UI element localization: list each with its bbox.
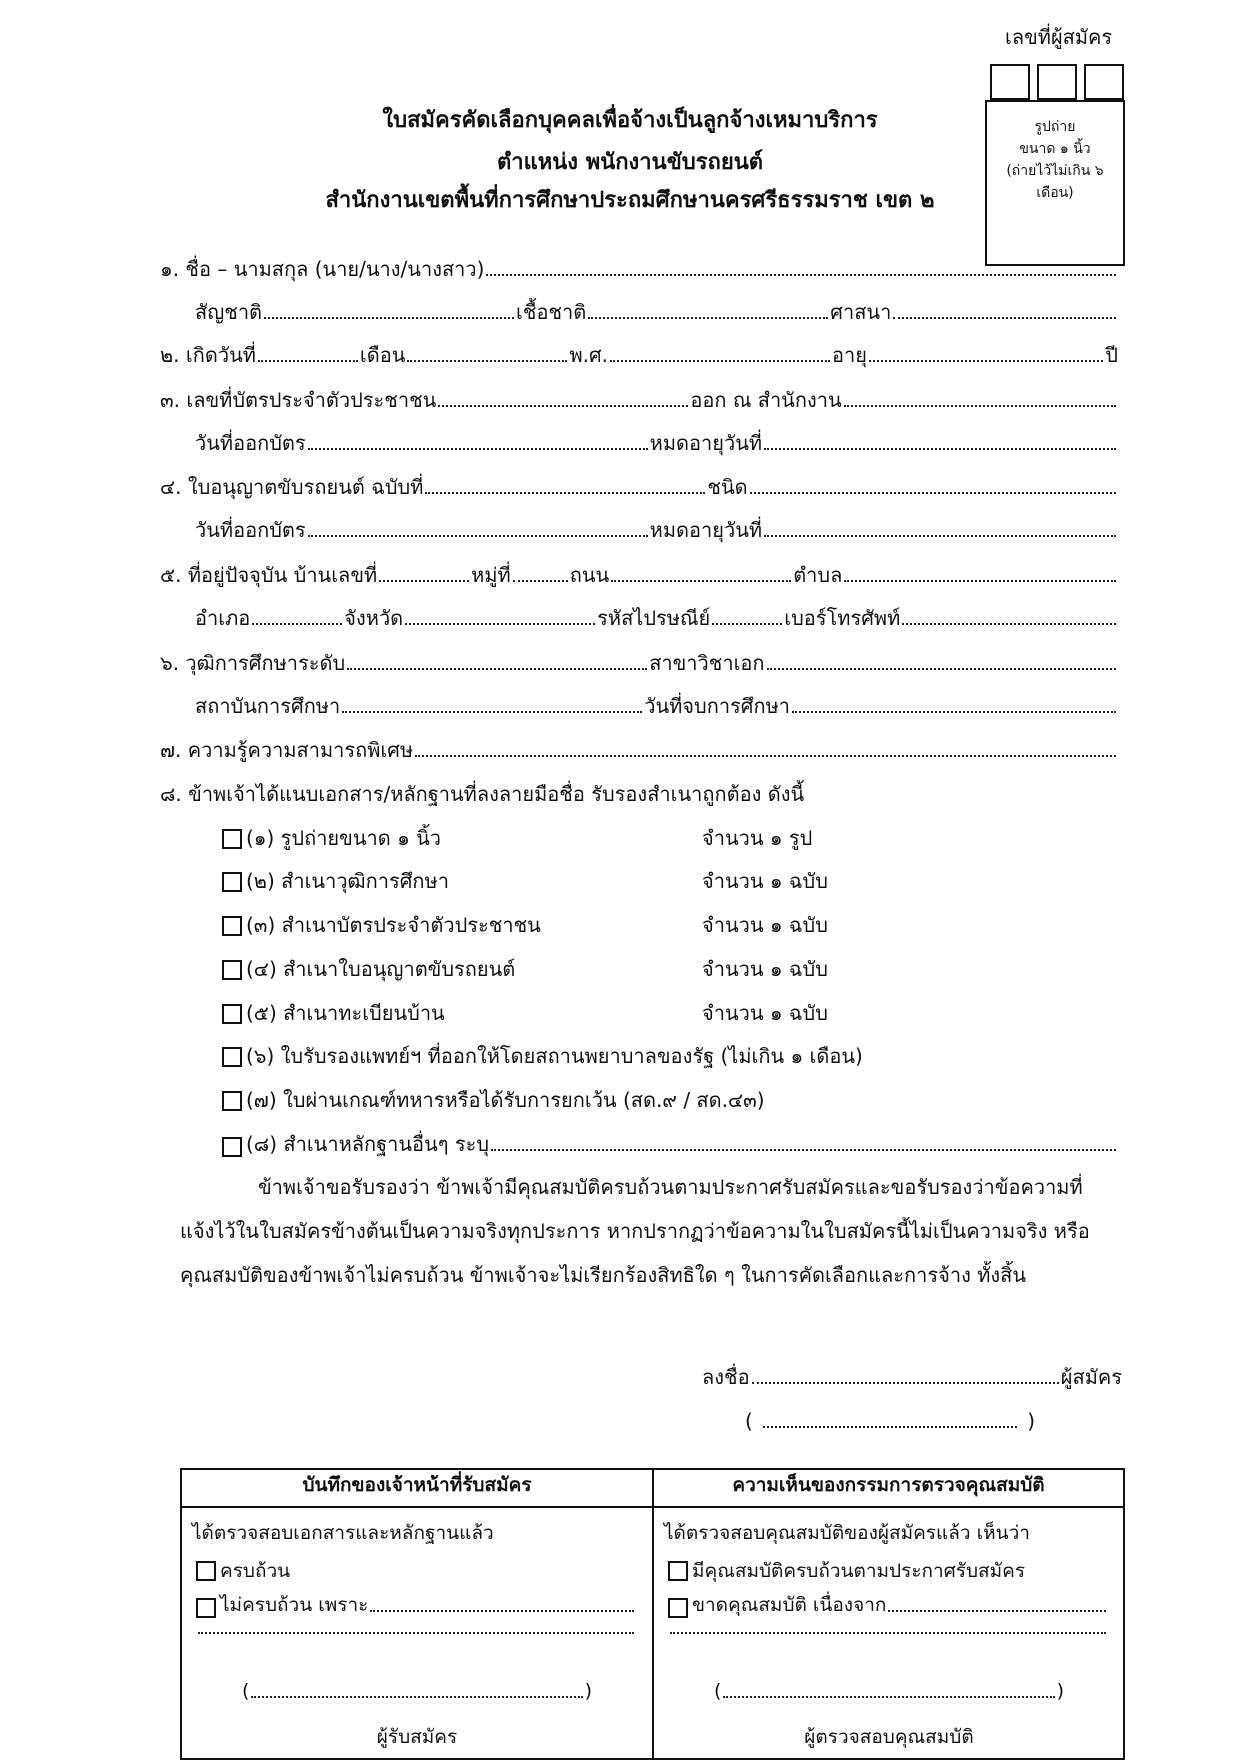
row-id-dates	[195, 430, 1118, 456]
committee-option-qualified	[668, 1556, 1025, 1586]
row-address-2	[195, 605, 1118, 631]
field-graduation-date[interactable]	[792, 707, 1116, 713]
row-id-card	[160, 387, 1118, 413]
field-officer-reason-2[interactable]	[198, 1628, 634, 1634]
label-postcode: รหัสไปรษณีย์	[597, 606, 711, 630]
committee-opinion-cell	[654, 1508, 1123, 1758]
label-graduation-date: วันที่จบการศึกษา	[644, 694, 791, 718]
label-institution: สถาบันการศึกษา	[195, 694, 341, 718]
attachment-qty: จำนวน ๑ ฉบับ	[702, 913, 828, 937]
field-age[interactable]	[869, 356, 1103, 362]
field-officer-reason[interactable]	[370, 1606, 634, 1612]
declaration-line-2: แจ้งไว้ในใบสมัครข้างต้นเป็นความจริงทุกประการ หากปรากฏว่าข้อความในใบสมัครนี้ไม่เป็นความจริง หรือ	[180, 1219, 1090, 1243]
photo-line-4: เดือน)	[1036, 185, 1074, 201]
attachment-item	[222, 1000, 445, 1026]
label-applicant: ผู้สมัคร	[1060, 1365, 1122, 1389]
label-tambon: ตำบล	[793, 563, 843, 587]
label-moo: หมู่ที่	[471, 563, 511, 587]
officer-complete-checkbox[interactable]	[196, 1561, 216, 1581]
attachment-label: (๓) สำเนาบัตรประจำตัวประชาชน	[246, 913, 541, 937]
attachment-checkbox[interactable]	[222, 960, 242, 980]
officer-incomplete-label: ไม่ครบถ้วน เพราะ	[220, 1594, 369, 1616]
label-special-skills: ๗. ความรู้ความสามารถพิเศษ	[160, 738, 414, 762]
attachment-label: (๖) ใบรับรองแพทย์ฯ ที่ออกให้โดยสถานพยาบาลของรัฐ (ไม่เกิน ๑ เดือน)	[246, 1044, 863, 1068]
officer-role-label: ผู้รับสมัคร	[376, 1726, 458, 1748]
field-education-level[interactable]	[347, 664, 647, 670]
committee-reason-line-2	[668, 1628, 1108, 1640]
label-license-expire-date: หมดอายุวันที่	[649, 518, 763, 542]
attachment-label: (๑) รูปถ่ายขนาด ๑ นิ้ว	[246, 826, 442, 850]
field-id-number[interactable]	[438, 401, 688, 407]
field-applicant-signature[interactable]	[752, 1378, 1059, 1384]
officer-option-complete	[196, 1556, 290, 1586]
committee-unqualified-checkbox[interactable]	[668, 1598, 688, 1618]
field-special-skills[interactable]	[415, 751, 1116, 757]
applicant-signature-row	[702, 1364, 1122, 1390]
committee-role-label: ผู้ตรวจสอบคุณสมบัติ	[804, 1726, 974, 1748]
attachment-label: (๒) สำเนาวุฒิการศึกษา	[246, 869, 449, 893]
label-road: ถนน	[569, 563, 610, 587]
field-id-expire-date[interactable]	[764, 444, 1116, 450]
committee-unqualified-label: ขาดคุณสมบัติ เนื่องจาก	[692, 1594, 887, 1616]
row-birth	[160, 342, 1118, 368]
field-license-issue-date[interactable]	[308, 531, 648, 537]
row-nationality	[195, 299, 1118, 325]
attachment-label: (๔) สำเนาใบอนุญาตขับรถยนต์	[246, 957, 516, 981]
officer-incomplete-checkbox[interactable]	[196, 1598, 216, 1618]
officer-record-cell	[182, 1508, 652, 1758]
attachment-item	[222, 868, 449, 894]
label-nationality: สัญชาติ	[195, 300, 263, 324]
field-province[interactable]	[405, 619, 595, 625]
attachment-qty: จำนวน ๑ ฉบับ	[702, 1001, 828, 1025]
attachment-item	[222, 912, 541, 938]
row-license-dates	[195, 517, 1118, 543]
attachment-checkbox[interactable]	[222, 872, 242, 892]
attachment-item	[222, 956, 515, 982]
field-religion[interactable]	[893, 313, 1116, 319]
field-moo[interactable]	[513, 576, 568, 582]
label-amphoe: อำเภอ	[195, 606, 251, 630]
photo-line-2: ขนาด ๑ นิ้ว	[1019, 141, 1091, 157]
office-title: สำนักงานเขตพื้นที่การศึกษาประถมศึกษานครศรีธรรมราช เขต ๒	[325, 188, 935, 213]
committee-option-unqualified	[668, 1592, 1108, 1618]
label-birth-year: พ.ศ.	[569, 343, 609, 367]
label-issued-at: ออก ณ สำนักงาน	[690, 388, 842, 412]
paren-close: )	[1056, 1680, 1064, 1702]
field-license-expire-date[interactable]	[764, 531, 1116, 537]
attachment-label: (๗) ใบผ่านเกณฑ์ทหารหรือได้รับการยกเว้น (สด.๙ / สด.๔๓)	[246, 1088, 765, 1112]
attachment-item	[222, 1087, 765, 1113]
label-birth-day: ๒. เกิดวันที่	[160, 343, 256, 367]
row-license	[160, 474, 1118, 500]
committee-printed-name-row	[714, 1678, 1064, 1704]
photo-box[interactable]	[985, 100, 1125, 266]
field-birth-day[interactable]	[258, 356, 358, 362]
label-license-type: ชนิด	[707, 475, 748, 499]
applicant-number-label: เลขที่ผู้สมัคร	[1005, 25, 1113, 49]
paren-open: (	[745, 1409, 753, 1433]
attachment-label: (๘) สำเนาหลักฐานอื่นๆ ระบุ	[246, 1132, 490, 1156]
label-education-level: ๖. วุฒิการศึกษาระดับ	[160, 651, 346, 675]
paren-close: )	[1027, 1409, 1035, 1433]
committee-qualified-label: มีคุณสมบัติครบถ้วนตามประกาศรับสมัคร	[692, 1560, 1026, 1582]
office-use-table	[180, 1468, 1125, 1760]
label-attachments: ๘. ข้าพเจ้าได้แนบเอกสาร/หลักฐานที่ลงลายมือชื่อ รับรองสำเนาถูกต้อง ดังนี้	[160, 782, 805, 806]
row-institution	[195, 693, 1118, 719]
label-license-issue-date: วันที่ออกบัตร	[195, 518, 306, 542]
officer-option-incomplete	[196, 1592, 636, 1618]
label-full-name: ๑. ชื่อ – นามสกุล (นาย/นาง/นางสาว)	[160, 257, 485, 281]
label-age: อายุ	[832, 343, 867, 367]
row-skills	[160, 737, 1118, 763]
applicant-number-box-3[interactable]	[1084, 64, 1124, 100]
attachment-item	[222, 1043, 863, 1069]
field-birth-month[interactable]	[407, 356, 567, 362]
attachment-checkbox[interactable]	[222, 1004, 242, 1024]
label-province: จังหวัด	[344, 606, 404, 630]
field-amphoe[interactable]	[252, 619, 342, 625]
attachment-qty: จำนวน ๑ รูป	[702, 826, 813, 850]
field-tambon[interactable]	[844, 576, 1116, 582]
label-sign: ลงชื่อ	[702, 1365, 750, 1389]
field-major[interactable]	[767, 664, 1116, 670]
label-year-unit: ปี	[1105, 343, 1118, 367]
label-major: สาขาวิชาเอก	[649, 651, 765, 675]
field-phone[interactable]	[902, 619, 1116, 625]
field-birth-year[interactable]	[610, 356, 830, 362]
paren-open: (	[242, 1680, 250, 1702]
field-full-name[interactable]	[486, 270, 1116, 276]
attachment-checkbox[interactable]	[222, 916, 242, 936]
field-institution[interactable]	[342, 707, 642, 713]
label-religion: ศาสนา	[830, 300, 892, 324]
applicant-number-box-2[interactable]	[1037, 64, 1077, 100]
field-committee-name[interactable]	[723, 1692, 1054, 1698]
field-officer-name[interactable]	[251, 1692, 582, 1698]
photo-line-1: รูปถ่าย	[1034, 119, 1076, 135]
label-id-issue-date: วันที่ออกบัตร	[195, 431, 306, 455]
field-license-type[interactable]	[750, 488, 1116, 494]
officer-intro: ได้ตรวจสอบเอกสารและหลักฐานแล้ว	[192, 1522, 494, 1544]
attachment-qty: จำนวน ๑ ฉบับ	[702, 869, 828, 893]
officer-reason-line-2	[196, 1628, 636, 1640]
attachment-checkbox[interactable]	[222, 1137, 242, 1157]
label-birth-month: เดือน	[359, 343, 406, 367]
row-name	[160, 256, 1118, 282]
field-house-number[interactable]	[379, 576, 469, 582]
field-id-issue-date[interactable]	[308, 444, 648, 450]
field-issued-at[interactable]	[844, 401, 1116, 407]
committee-column-header: ความเห็นของกรรมการตรวจคุณสมบัติ	[653, 1469, 1124, 1507]
officer-complete-label: ครบถ้วน	[220, 1560, 291, 1582]
field-committee-reason-2[interactable]	[670, 1628, 1106, 1634]
committee-intro: ได้ตรวจสอบคุณสมบัติของผู้สมัครแล้ว เห็นว่า	[664, 1522, 1030, 1544]
field-applicant-printed-name[interactable]	[763, 1422, 1017, 1428]
attachment-checkbox[interactable]	[222, 1091, 242, 1111]
label-id-expire-date: หมดอายุวันที่	[649, 431, 763, 455]
field-postcode[interactable]	[712, 619, 782, 625]
officer-column-header: บันทึกของเจ้าหน้าที่รับสมัคร	[181, 1469, 653, 1507]
photo-line-3: (ถ่ายไว้ไม่เกิน ๖	[1006, 163, 1104, 179]
field-road[interactable]	[611, 576, 791, 582]
field-license-number[interactable]	[425, 488, 705, 494]
position-title: ตำแหน่ง พนักงานขับรถยนต์	[496, 150, 764, 175]
field-nationality[interactable]	[264, 313, 514, 319]
officer-printed-name-row	[242, 1678, 592, 1704]
committee-qualified-checkbox[interactable]	[668, 1561, 688, 1581]
paren-open: (	[714, 1680, 722, 1702]
applicant-printed-name-row	[745, 1408, 1035, 1434]
label-id-number: ๓. เลขที่บัตรประจำตัวประชาชน	[160, 388, 437, 412]
form-title: ใบสมัครคัดเลือกบุคคลเพื่อจ้างเป็นลูกจ้างเหมาบริการ	[382, 108, 878, 133]
attachment-item	[222, 825, 441, 851]
paren-close: )	[584, 1680, 592, 1702]
attachment-label: (๕) สำเนาทะเบียนบ้าน	[246, 1001, 445, 1025]
row-address	[160, 562, 1118, 588]
field-committee-reason[interactable]	[888, 1606, 1106, 1612]
field-other-documents[interactable]	[491, 1145, 1116, 1151]
attachment-qty: จำนวน ๑ ฉบับ	[702, 957, 828, 981]
attachment-item-other	[222, 1131, 1118, 1157]
attachment-checkbox[interactable]	[222, 1047, 242, 1067]
label-race: เชื้อชาติ	[516, 300, 587, 324]
label-house-number: ๕. ที่อยู่ปัจจุบัน บ้านเลขที่	[160, 563, 378, 587]
attachment-checkbox[interactable]	[222, 829, 242, 849]
row-education	[160, 650, 1118, 676]
label-phone: เบอร์โทรศัพท์	[784, 606, 901, 630]
label-license-number: ๔. ใบอนุญาตขับรถยนต์ ฉบับที่	[160, 475, 424, 499]
field-race[interactable]	[588, 313, 828, 319]
declaration-line-3: คุณสมบัติของข้าพเจ้าไม่ครบถ้วน ข้าพเจ้าจะไม่เรียกร้องสิทธิใด ๆ ในการคัดเลือกและการจ้าง ทั้งสิ้น	[180, 1263, 1027, 1287]
applicant-number-box-1[interactable]	[990, 64, 1030, 100]
declaration-line-1: ข้าพเจ้าขอรับรองว่า ข้าพเจ้ามีคุณสมบัติครบถ้วนตามประกาศรับสมัครและขอรับรองว่าข้อความที่	[258, 1175, 1083, 1199]
